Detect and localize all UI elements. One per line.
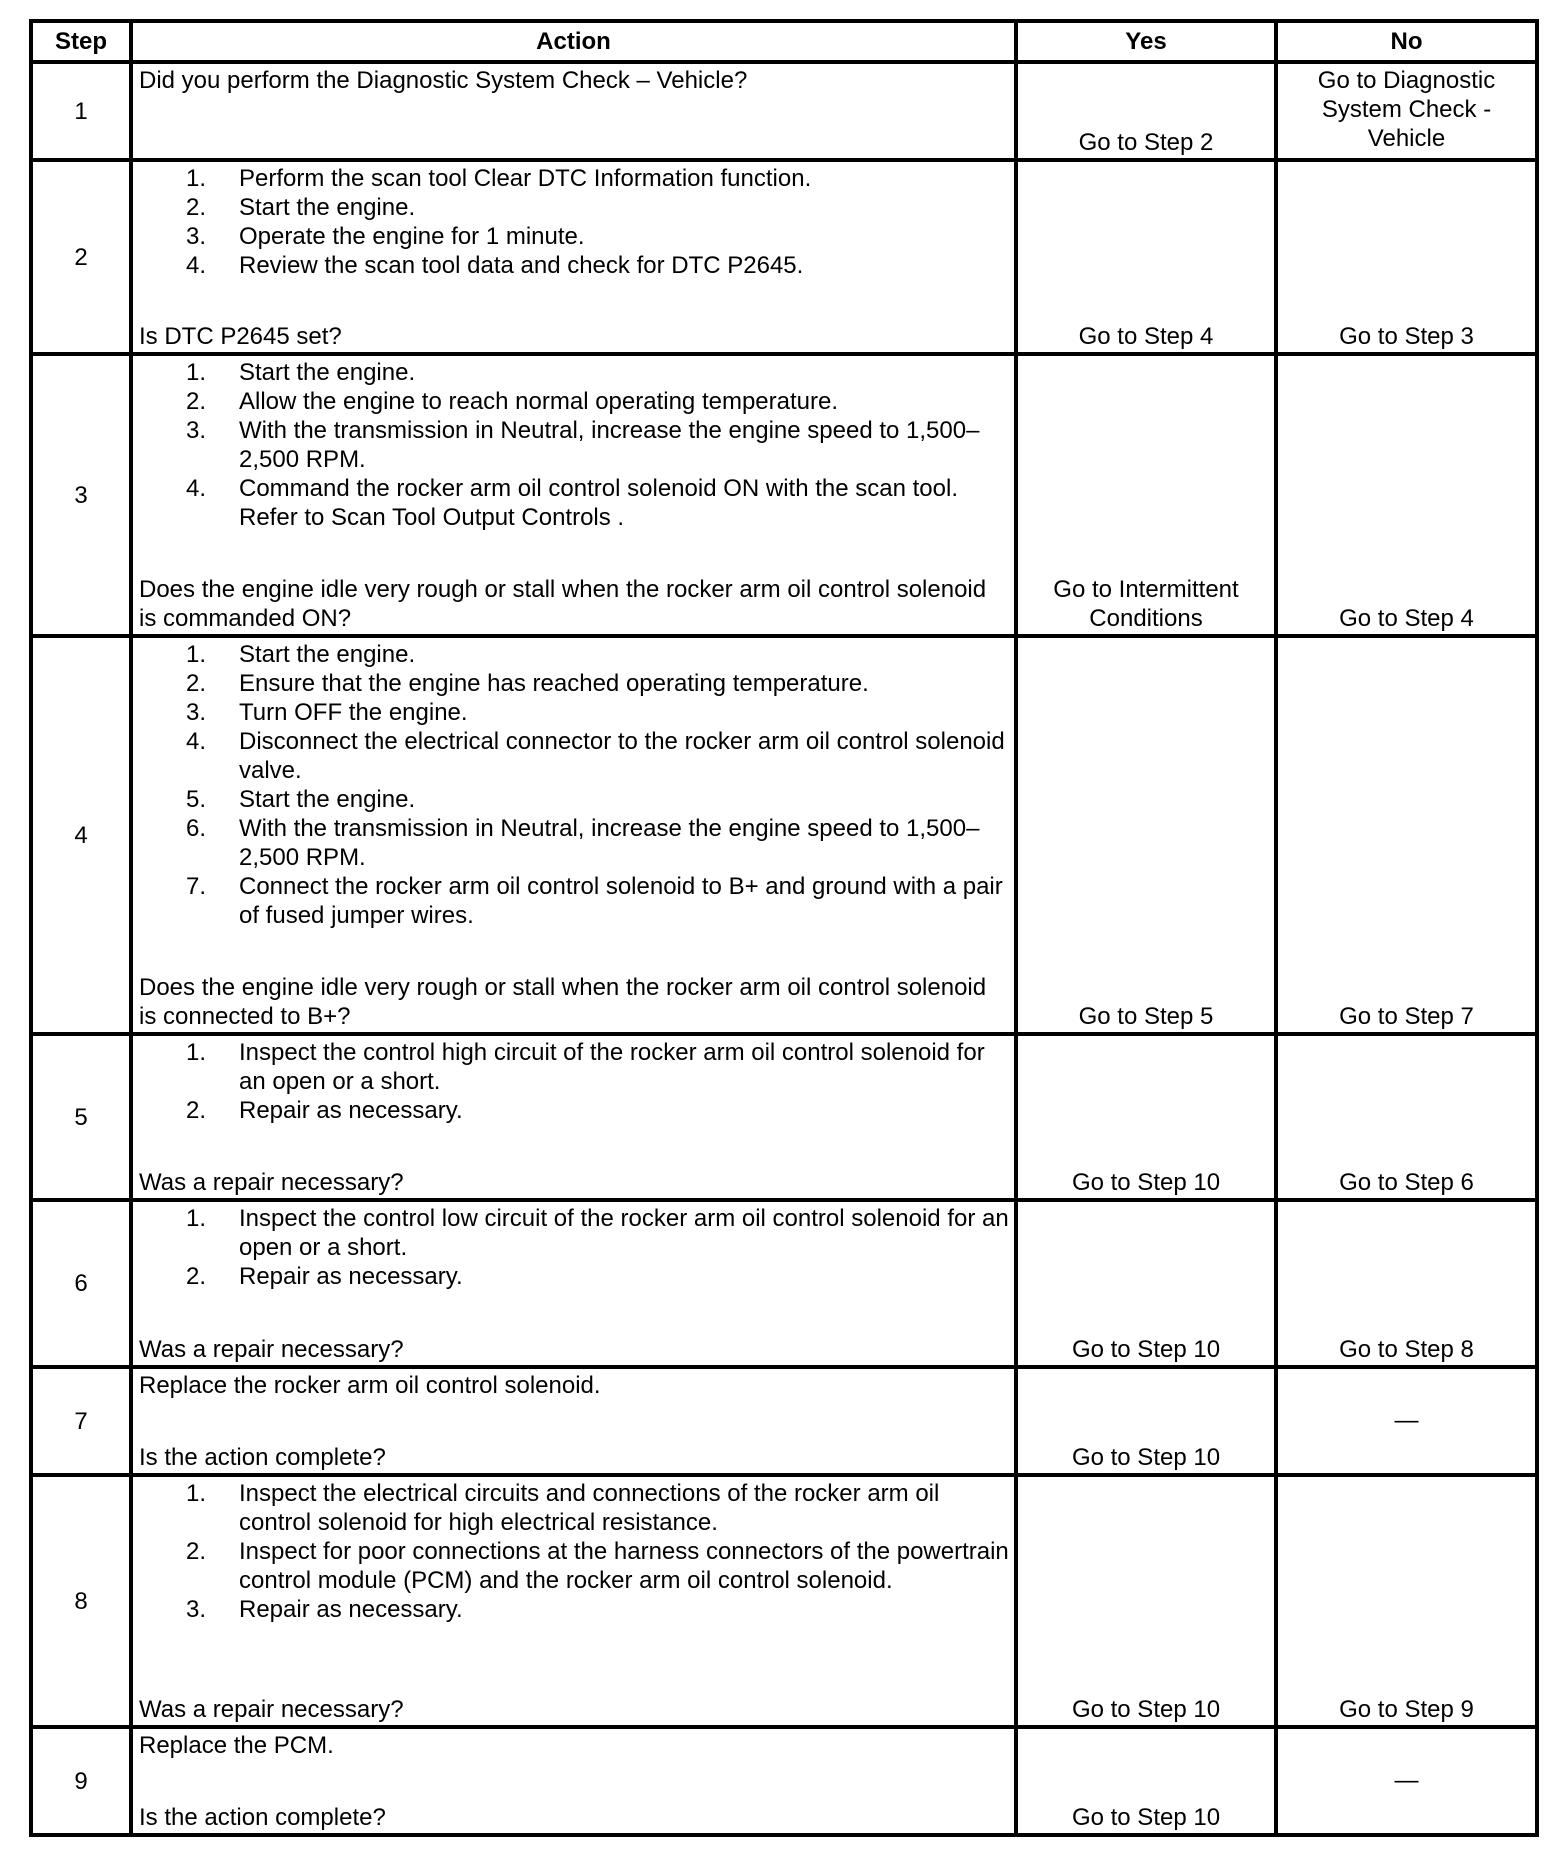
item-text: Operate the engine for 1 minute. <box>239 223 585 250</box>
table-row <box>31 1034 1537 1200</box>
header-yes: Yes <box>1016 21 1276 62</box>
list-item <box>139 193 1010 222</box>
list-item <box>139 416 1010 474</box>
item-number: 3. <box>186 699 207 726</box>
header-step: Step <box>31 21 131 62</box>
list-item <box>139 358 1010 387</box>
list-item <box>139 387 1010 416</box>
item-number: 1. <box>186 641 207 668</box>
item-number: 1. <box>186 1205 207 1232</box>
item-text: With the transmission in Neutral, increase the engine speed to 1,500–2,500 RPM. <box>239 815 980 871</box>
item-text: Turn OFF the engine. <box>239 699 468 726</box>
table-row <box>31 160 1537 354</box>
item-text: Inspect the control low circuit of the rocker arm oil control solenoid for an open or a short. <box>239 1205 1009 1261</box>
item-text: Review the scan tool data and check for DTC P2645. <box>239 252 804 279</box>
item-text: Inspect for poor connections at the harness connectors of the powertrain control module (PCM) and the rocker arm oil control solenoid. <box>239 1538 1009 1594</box>
list-item <box>139 1096 1010 1125</box>
item-number: 4. <box>186 475 207 502</box>
action-cell <box>131 636 1016 1034</box>
step-number: 6 <box>31 1200 131 1367</box>
no-result: Go to Step 3 <box>1276 160 1537 354</box>
item-text: Start the engine. <box>239 359 416 386</box>
yes-result: Go to Step 10 <box>1016 1367 1276 1475</box>
item-text: Repair as necessary. <box>239 1097 463 1124</box>
item-text: Inspect the electrical circuits and connections of the rocker arm oil control solenoid for high electrical resistance. <box>239 1480 940 1536</box>
step-number: 4 <box>31 636 131 1034</box>
item-number: 1. <box>186 1480 207 1507</box>
question-text: Was a repair necessary? <box>139 1696 404 1723</box>
item-number: 7. <box>186 873 207 900</box>
list-item <box>139 872 1010 930</box>
yes-result: Go to Step 10 <box>1016 1727 1276 1835</box>
item-number: 3. <box>186 223 207 250</box>
item-text: Repair as necessary. <box>239 1263 463 1290</box>
no-result: Go to Step 6 <box>1276 1034 1537 1200</box>
step-number: 1 <box>31 62 131 160</box>
step-number: 5 <box>31 1034 131 1200</box>
item-number: 3. <box>186 1596 207 1623</box>
table-row <box>31 62 1537 160</box>
item-number: 2. <box>186 194 207 221</box>
list-item <box>139 1479 1010 1537</box>
list-item <box>139 669 1010 698</box>
step-number: 8 <box>31 1475 131 1727</box>
table-row <box>31 636 1537 1034</box>
action-cell <box>131 1727 1016 1835</box>
item-number: 3. <box>186 417 207 444</box>
action-cell <box>131 1034 1016 1200</box>
list-item <box>139 1262 1010 1291</box>
no-result: — <box>1276 1367 1537 1475</box>
item-number: 2. <box>186 1097 207 1124</box>
header-action: Action <box>131 21 1016 62</box>
procedure-list <box>139 164 1010 280</box>
step-number: 9 <box>31 1727 131 1835</box>
procedure-list <box>139 640 1010 930</box>
action-text: Replace the rocker arm oil control solenoid. <box>139 1372 601 1399</box>
item-text: Perform the scan tool Clear DTC Information function. <box>239 165 812 192</box>
no-result: Go to Step 4 <box>1276 354 1537 636</box>
list-item <box>139 698 1010 727</box>
list-item <box>139 640 1010 669</box>
table-row <box>31 354 1537 636</box>
list-item <box>139 251 1010 280</box>
action-text: Replace the PCM. <box>139 1732 334 1759</box>
procedure-list <box>139 1479 1010 1624</box>
action-text: Did you perform the Diagnostic System Check – Vehicle? <box>139 67 748 94</box>
table-row <box>31 1727 1537 1835</box>
list-item <box>139 1204 1010 1262</box>
diagnostic-table <box>29 19 1539 1837</box>
item-text: Repair as necessary. <box>239 1596 463 1623</box>
item-text: Start the engine. <box>239 786 416 813</box>
no-result: Go to Step 7 <box>1276 636 1537 1034</box>
question-text: Was a repair necessary? <box>139 1336 404 1363</box>
yes-result: Go to Step 2 <box>1016 62 1276 160</box>
diagnostic-table-container <box>29 19 1539 1837</box>
yes-result: Go to Step 10 <box>1016 1034 1276 1200</box>
question-text: Is DTC P2645 set? <box>139 323 342 350</box>
step-number: 7 <box>31 1367 131 1475</box>
list-item <box>139 164 1010 193</box>
question-text: Is the action complete? <box>139 1444 386 1471</box>
action-cell <box>131 1200 1016 1367</box>
item-number: 5. <box>186 786 207 813</box>
item-number: 1. <box>186 1039 207 1066</box>
item-number: 2. <box>186 670 207 697</box>
table-row <box>31 1367 1537 1475</box>
action-cell <box>131 160 1016 354</box>
list-item <box>139 814 1010 872</box>
item-number: 1. <box>186 359 207 386</box>
question-text: Does the engine idle very rough or stall when the rocker arm oil control solenoid is commanded ON? <box>139 576 987 632</box>
item-text: Disconnect the electrical connector to the rocker arm oil control solenoid valve. <box>239 728 1005 784</box>
item-number: 2. <box>186 388 207 415</box>
yes-result: Go to Step 5 <box>1016 636 1276 1034</box>
table-row <box>31 1200 1537 1367</box>
list-item <box>139 785 1010 814</box>
question-text: Was a repair necessary? <box>139 1169 404 1196</box>
yes-result: Go to Step 10 <box>1016 1200 1276 1367</box>
procedure-list <box>139 1038 1010 1125</box>
question-text: Is the action complete? <box>139 1804 386 1831</box>
item-text: Allow the engine to reach normal operating temperature. <box>239 388 839 415</box>
item-number: 2. <box>186 1538 207 1565</box>
header-no: No <box>1276 21 1537 62</box>
item-text: Start the engine. <box>239 194 416 221</box>
procedure-list <box>139 1204 1010 1291</box>
yes-result: Go to Intermittent Conditions <box>1016 354 1276 636</box>
header-row <box>31 21 1537 62</box>
item-text: Start the engine. <box>239 641 416 668</box>
action-cell <box>131 1367 1016 1475</box>
yes-result: Go to Step 10 <box>1016 1475 1276 1727</box>
procedure-list <box>139 358 1010 532</box>
action-cell <box>131 1475 1016 1727</box>
item-text: Ensure that the engine has reached operating temperature. <box>239 670 869 697</box>
table-row <box>31 1475 1537 1727</box>
step-number: 2 <box>31 160 131 354</box>
no-result: Go to Step 9 <box>1276 1475 1537 1727</box>
item-number: 1. <box>186 165 207 192</box>
action-cell <box>131 354 1016 636</box>
item-number: 4. <box>186 728 207 755</box>
item-text: Command the rocker arm oil control solenoid ON with the scan tool. Refer to Scan Tool Output Controls . <box>239 475 958 531</box>
no-result: Go to Step 8 <box>1276 1200 1537 1367</box>
no-result: Go to Diagnostic System Check - Vehicle <box>1276 62 1537 160</box>
item-text: Inspect the control high circuit of the rocker arm oil control solenoid for an open or a short. <box>239 1039 985 1095</box>
list-item <box>139 1038 1010 1096</box>
list-item <box>139 222 1010 251</box>
item-text: With the transmission in Neutral, increase the engine speed to 1,500–2,500 RPM. <box>239 417 980 473</box>
yes-result: Go to Step 4 <box>1016 160 1276 354</box>
item-number: 2. <box>186 1263 207 1290</box>
item-text: Connect the rocker arm oil control solenoid to B+ and ground with a pair of fused jumper wires. <box>239 873 1003 929</box>
item-number: 6. <box>186 815 207 842</box>
list-item <box>139 727 1010 785</box>
action-cell <box>131 62 1016 160</box>
step-number: 3 <box>31 354 131 636</box>
list-item <box>139 1537 1010 1595</box>
list-item <box>139 474 1010 532</box>
item-number: 4. <box>186 252 207 279</box>
no-result: — <box>1276 1727 1537 1835</box>
list-item <box>139 1595 1010 1624</box>
question-text: Does the engine idle very rough or stall when the rocker arm oil control solenoid is connected to B+? <box>139 974 987 1030</box>
